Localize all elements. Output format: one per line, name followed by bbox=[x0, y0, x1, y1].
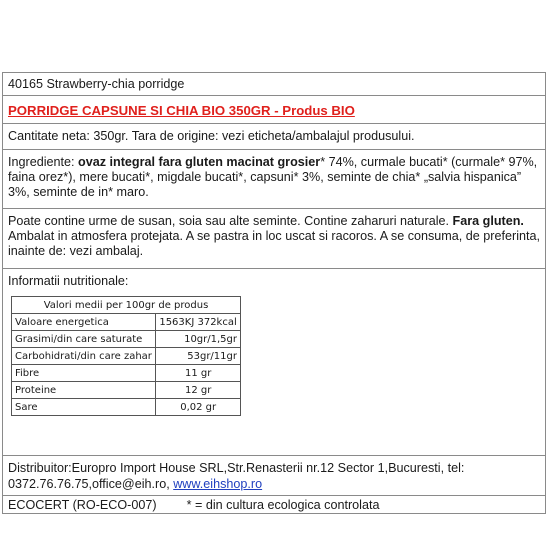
product-code-text: 40165 Strawberry-chia porridge bbox=[8, 77, 185, 91]
nutrient-value: 12 gr bbox=[156, 382, 241, 399]
nutrient-label: Valoare energetica bbox=[12, 314, 156, 331]
product-title-row bbox=[3, 96, 545, 124]
nutrient-value: 1563KJ 372kcal bbox=[156, 314, 241, 331]
nutrient-label: Proteine bbox=[12, 382, 156, 399]
table-row bbox=[12, 382, 241, 399]
shop-link[interactable]: www.eihshop.ro bbox=[173, 477, 263, 491]
distributor-row bbox=[3, 456, 545, 496]
nutrition-section bbox=[3, 269, 545, 456]
nutrient-label: Grasimi/din care saturate bbox=[12, 331, 156, 348]
ingredients-label: Ingrediente: bbox=[8, 155, 79, 169]
nutrition-table bbox=[11, 296, 241, 416]
nutrition-title: Informatii nutritionale: bbox=[8, 274, 129, 288]
ecocert-code: ECOCERT (RO-ECO-007) bbox=[8, 498, 157, 512]
nutrient-value: 10gr/1,5gr bbox=[156, 331, 241, 348]
distributor-text: Distribuitor:Europro Import House SRL,Str.Renasterii nr.12 Sector 1,Bucuresti, tel: 0372.76.76.75,office@eih.ro, bbox=[8, 461, 465, 491]
ingredients-row bbox=[3, 150, 545, 209]
certification-row bbox=[3, 496, 545, 515]
nutrient-label: Fibre bbox=[12, 365, 156, 382]
organic-footnote: * = din cultura ecologica controlata bbox=[186, 498, 380, 512]
product-title: PORRIDGE CAPSUNE SI CHIA BIO 350GR - Produs BIO bbox=[8, 103, 355, 118]
table-row bbox=[12, 348, 241, 365]
nutrient-value: 53gr/11gr bbox=[156, 348, 241, 365]
table-row bbox=[12, 399, 241, 416]
product-label-sheet bbox=[2, 72, 546, 514]
quantity-text: Cantitate neta: 350gr. Tara de origine: vezi eticheta/ambalajul produsului. bbox=[8, 129, 415, 143]
notes-part1: Poate contine urme de susan, soia sau alte seminte. Contine zaharuri naturale. bbox=[8, 214, 453, 228]
nutrient-value: 11 gr bbox=[156, 365, 241, 382]
nutrient-value: 0,02 gr bbox=[156, 399, 241, 416]
ingredients-rest: * 74%, curmale bucati* (curmale* 97%, faina orez*), mere bucati*, migdale bucati*, capsuni* 3%, seminte de chia* „salvia hispanica” 3%, seminte de in* maro. bbox=[8, 155, 538, 199]
nutrition-table-header: Valori medii per 100gr de produs bbox=[12, 297, 241, 314]
nutrient-label: Sare bbox=[12, 399, 156, 416]
table-row bbox=[12, 365, 241, 382]
quantity-row bbox=[3, 124, 545, 150]
table-row bbox=[12, 314, 241, 331]
gluten-free-note: Fara gluten. bbox=[452, 214, 524, 228]
nutrient-label: Carbohidrati/din care zahar bbox=[12, 348, 156, 365]
notes-part2: Ambalat in atmosfera protejata. A se pastra in loc uscat si racoros. A se consuma, de preferinta, inainte de: vezi ambalaj. bbox=[8, 229, 541, 258]
notes-row bbox=[3, 209, 545, 269]
ingredients-main: ovaz integral fara gluten macinat grosier bbox=[78, 155, 321, 169]
product-code-row bbox=[3, 73, 545, 96]
table-row bbox=[12, 331, 241, 348]
